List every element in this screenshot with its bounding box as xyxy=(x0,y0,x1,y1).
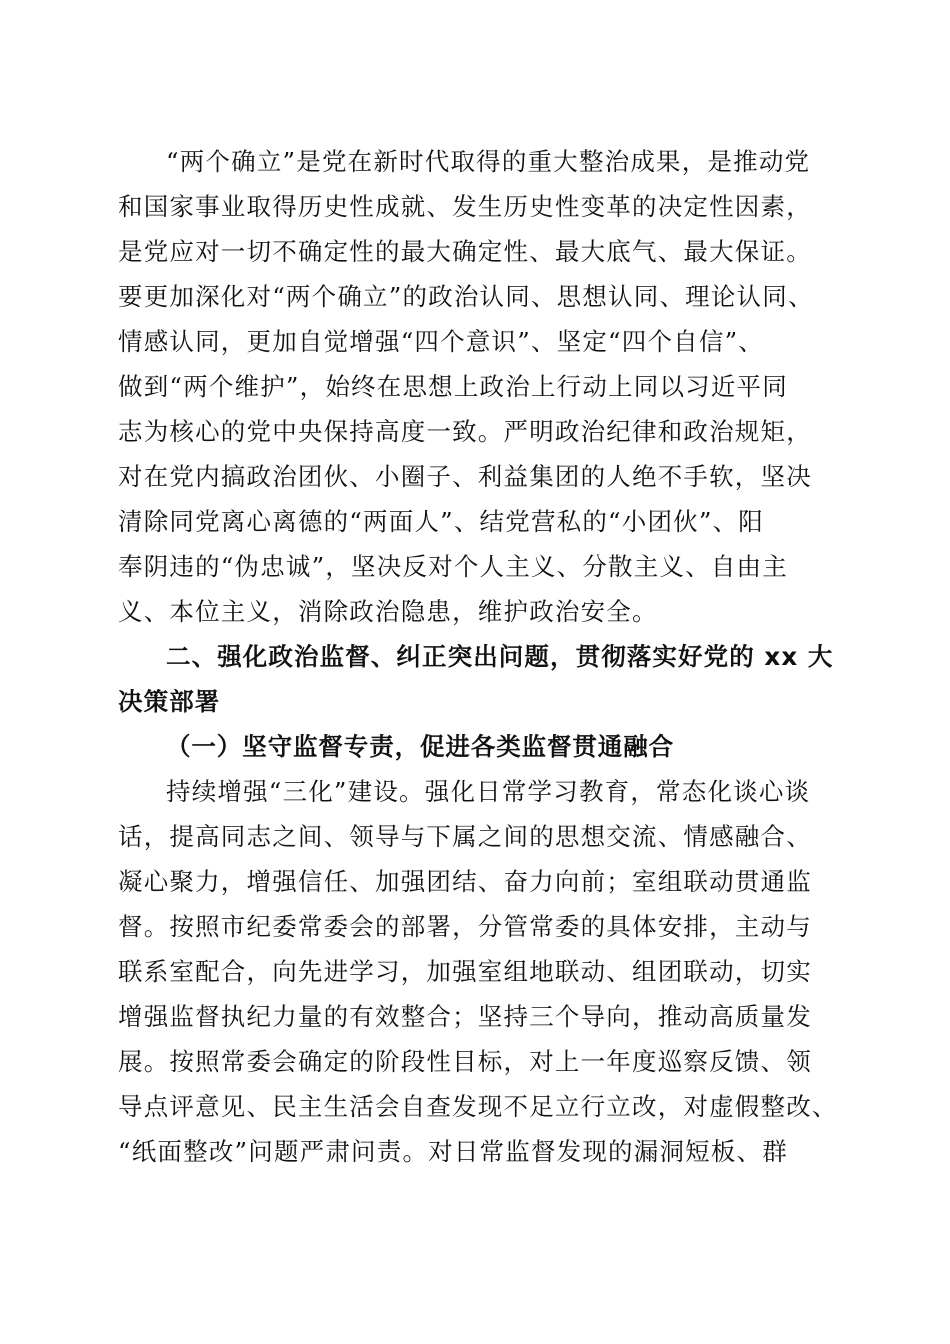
paragraph-2-line-8: 导点评意见、民主生活会自查发现不足立行立改，对虚假整改、 xyxy=(118,1092,838,1121)
paragraph-1-line-10: 奉阴违的“伪忠诚”，坚决反对个人主义、分散主义、自由主 xyxy=(118,552,788,581)
paragraph-2-line-7: 展。按照常委会确定的阶段性目标，对上一年度巡察反馈、领 xyxy=(118,1047,812,1076)
paragraph-2-line-9: “纸面整改”问题严肃问责。对日常监督发现的漏洞短板、群 xyxy=(118,1137,788,1166)
paragraph-2-line-6: 增强监督执纪力量的有效整合；坚持三个导向，推动高质量发 xyxy=(118,1002,812,1031)
section-heading-2-line-2: 决策部署 xyxy=(118,687,221,716)
paragraph-1-line-8: 对在党内搞政治团伙、小圈子、利益集团的人绝不手软，坚决 xyxy=(118,462,812,491)
paragraph-1-line-3: 是党应对一切不确定性的最大确定性、最大底气、最大保证。 xyxy=(118,237,812,266)
paragraph-2-line-5: 联系室配合，向先进学习，加强室组地联动、组团联动，切实 xyxy=(118,957,812,986)
paragraph-1-line-11: 义、本位主义，消除政治隐患，维护政治安全。 xyxy=(118,597,658,626)
paragraph-2-line-1: 持续增强“三化”建设。强化日常学习教育，常态化谈心谈 xyxy=(166,777,811,806)
paragraph-1-line-5: 情感认同，更加自觉增强“四个意识”、坚定“四个自信”、 xyxy=(118,327,764,356)
paragraph-1-line-7: 志为核心的党中央保持高度一致。严明政治纪律和政治规矩， xyxy=(118,417,812,446)
paragraph-2-line-4: 督。按照市纪委常委会的部署，分管常委的具体安排，主动与 xyxy=(118,912,812,941)
paragraph-1-line-1: “两个确立”是党在新时代取得的重大整治成果，是推动党 xyxy=(166,147,811,176)
paragraph-2-line-3: 凝心聚力，增强信任、加强团结、奋力向前；室组联动贯通监 xyxy=(118,867,812,896)
section-heading-2-line-1: 二、强化政治监督、纠正突出问题，贯彻落实好党的 xx 大 xyxy=(166,642,834,671)
subsection-heading-1: （一）坚守监督专责，促进各类监督贯通融合 xyxy=(166,732,674,761)
paragraph-1-line-2: 和国家事业取得历史性成就、发生历史性变革的决定性因素， xyxy=(118,192,812,221)
paragraph-1-line-9: 清除同党离心离德的“两面人”、结党营私的“小团伙”、阳 xyxy=(118,507,764,536)
paragraph-1-line-4: 要更加深化对“两个确立”的政治认同、思想认同、理论认同、 xyxy=(118,282,814,311)
paragraph-2-line-2: 话，提高同志之间、领导与下属之间的思想交流、情感融合、 xyxy=(118,822,812,851)
paragraph-1-line-6: 做到“两个维护”，始终在思想上政治上行动上同以习近平同 xyxy=(118,372,788,401)
